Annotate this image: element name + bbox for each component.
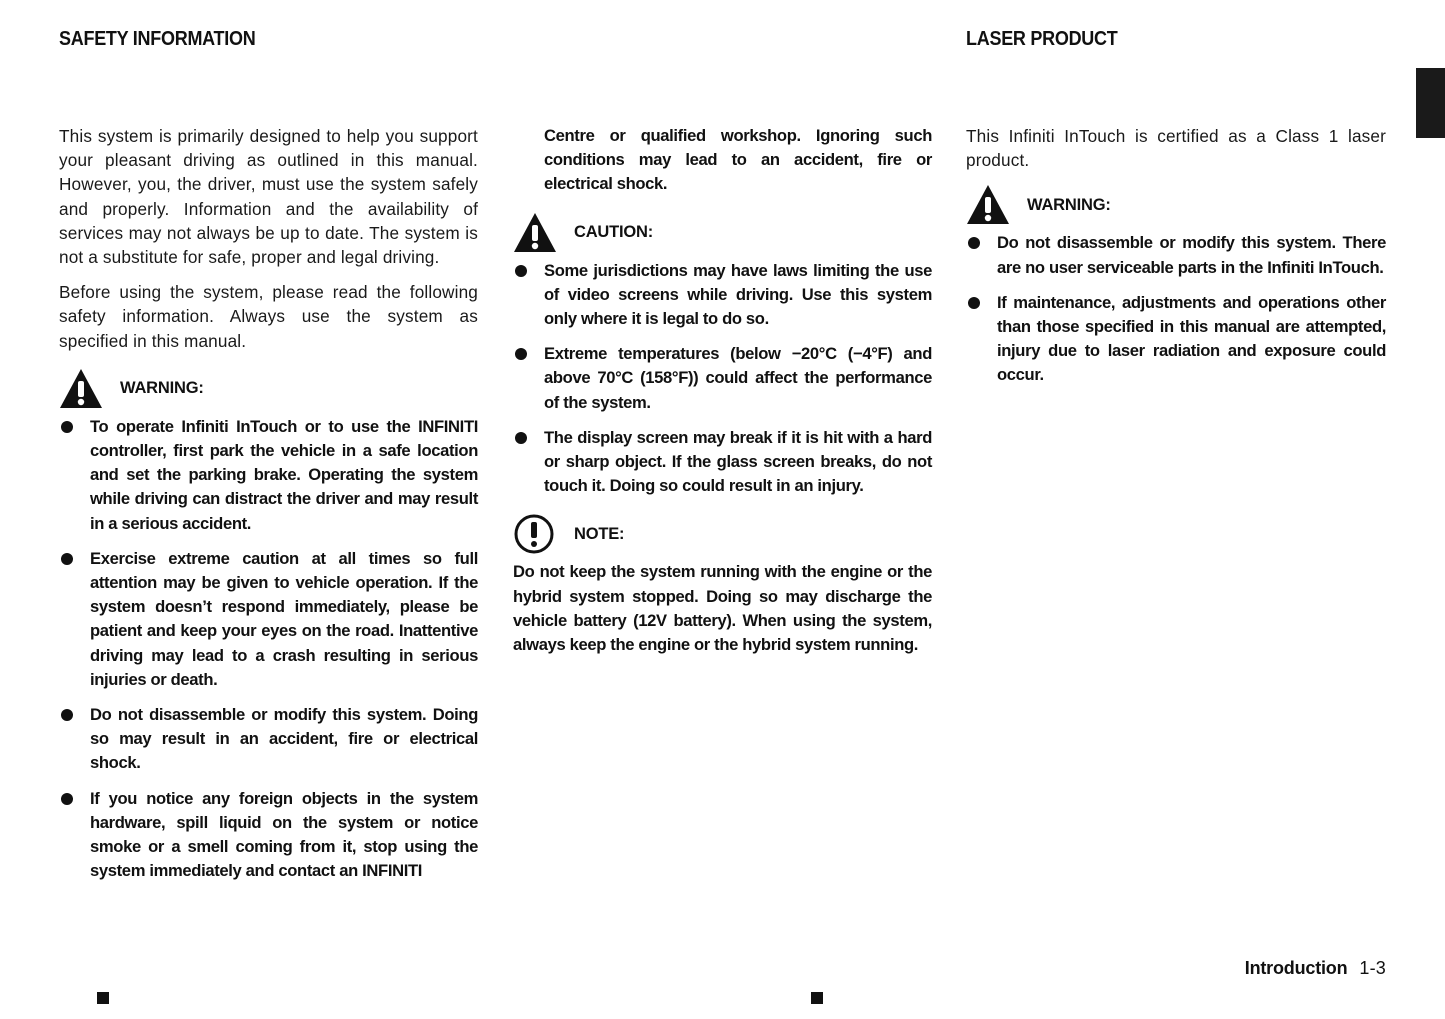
list-item — [59, 547, 478, 692]
list-item-text: Extreme temperatures (below −20°C (−4°F) and above 70°C (158°F)) could affect the performance of the system. — [544, 344, 932, 412]
bullet-icon — [515, 265, 527, 277]
before-using-paragraph: Before using the system, please read the following safety information. Always use the system as specified in this manual. — [59, 282, 478, 351]
note-label: NOTE: — [574, 524, 625, 543]
list-item-text: To operate Infiniti InTouch or to use the INFINITI controller, first park the vehicle in a safe location and set the parking brake. Operating the system while driving can distract the driver and may result in a serious accident. — [90, 416, 478, 533]
list-item — [513, 342, 932, 415]
bullet-icon — [968, 297, 980, 309]
column-laser-product — [966, 124, 1386, 399]
bullet-icon — [61, 553, 73, 565]
safety-information-heading: SAFETY INFORMATION — [59, 28, 256, 50]
warning-callout — [59, 367, 478, 411]
laser-warning-callout — [966, 183, 1386, 227]
list-item-text: The display screen may break if it is hit with a hard or sharp object. If the glass screen breaks, do not touch it. Doing so could result in an injury. — [544, 427, 932, 496]
list-item-text: Do not disassemble or modify this system. There are no user serviceable parts in the Infiniti InTouch. — [997, 233, 1386, 277]
bullet-icon — [515, 348, 527, 360]
list-item — [59, 415, 478, 536]
bullet-icon — [61, 793, 73, 805]
list-item — [59, 787, 478, 884]
column-safety-information — [59, 124, 478, 894]
warning-triangle-icon — [966, 183, 1010, 227]
list-item-text: If maintenance, adjustments and operations other than those specified in this manual are attempted, injury due to laser radiation and exposure could occur. — [997, 292, 1386, 385]
bullet-icon — [61, 421, 73, 433]
bullet-icon — [61, 709, 73, 721]
list-item-text: Exercise extreme caution at all times so full attention may be given to vehicle operation. If the system doesn’t respond immediately, please be patient and keep your eyes on the road. Inattentive driving may lead to a crash resulting in serious injuries or death. — [90, 548, 478, 689]
note-text: Do not keep the system running with the engine or the hybrid system stopped. Doing so may discharge the vehicle battery (12V battery). When using the system, always keep the engine or the hybrid system running. — [513, 562, 932, 655]
caution-label: CAUTION: — [574, 223, 654, 242]
intro-paragraph: This system is primarily designed to help you support your pleasant driving as outlined in this manual. However, you, the driver, must use the system safely and properly. Information and the availability of services may not always be up to date. The system is not a substitute for safe, proper and legal driving. — [59, 126, 478, 268]
list-item — [513, 426, 932, 499]
continuation-text: Centre or qualified workshop. Ignoring such conditions may lead to an accident, fire or electrical shock. — [544, 126, 932, 194]
chapter-tab-marker — [1416, 68, 1445, 138]
list-item-text: Do not disassemble or modify this system. Doing so may result in an accident, fire or electrical shock. — [90, 705, 478, 773]
laser-intro-paragraph: This Infiniti InTouch is certified as a Class 1 laser product. — [966, 126, 1386, 171]
page-footer — [1245, 958, 1386, 979]
bullet-icon — [968, 237, 980, 249]
list-item — [513, 259, 932, 332]
page-number: 1-3 — [1359, 958, 1386, 978]
warning-label: WARNING: — [1027, 195, 1111, 214]
crop-mark-middle — [811, 992, 823, 1004]
warning-triangle-icon — [59, 367, 103, 411]
crop-mark-left — [97, 992, 109, 1004]
list-item — [59, 703, 478, 776]
caution-triangle-icon — [513, 211, 557, 255]
note-exclamation-circle-icon — [513, 512, 557, 556]
list-item — [966, 231, 1386, 279]
laser-product-heading: LASER PRODUCT — [966, 28, 1118, 50]
list-item-text: If you notice any foreign objects in the system hardware, spill liquid on the system or notice smoke or a smell coming from it, stop using the system immediately and contact an INFINITI — [90, 788, 478, 881]
footer-section-title: Introduction — [1244, 958, 1348, 978]
note-callout — [513, 512, 932, 556]
bullet-icon — [515, 432, 527, 444]
warning-label: WARNING: — [120, 379, 204, 398]
list-item-text: Some jurisdictions may have laws limiting the use of video screens while driving. Use this system only where it is legal to do so. — [544, 260, 932, 329]
caution-callout — [513, 211, 932, 255]
column-continuation — [513, 124, 932, 657]
list-item — [966, 291, 1386, 388]
